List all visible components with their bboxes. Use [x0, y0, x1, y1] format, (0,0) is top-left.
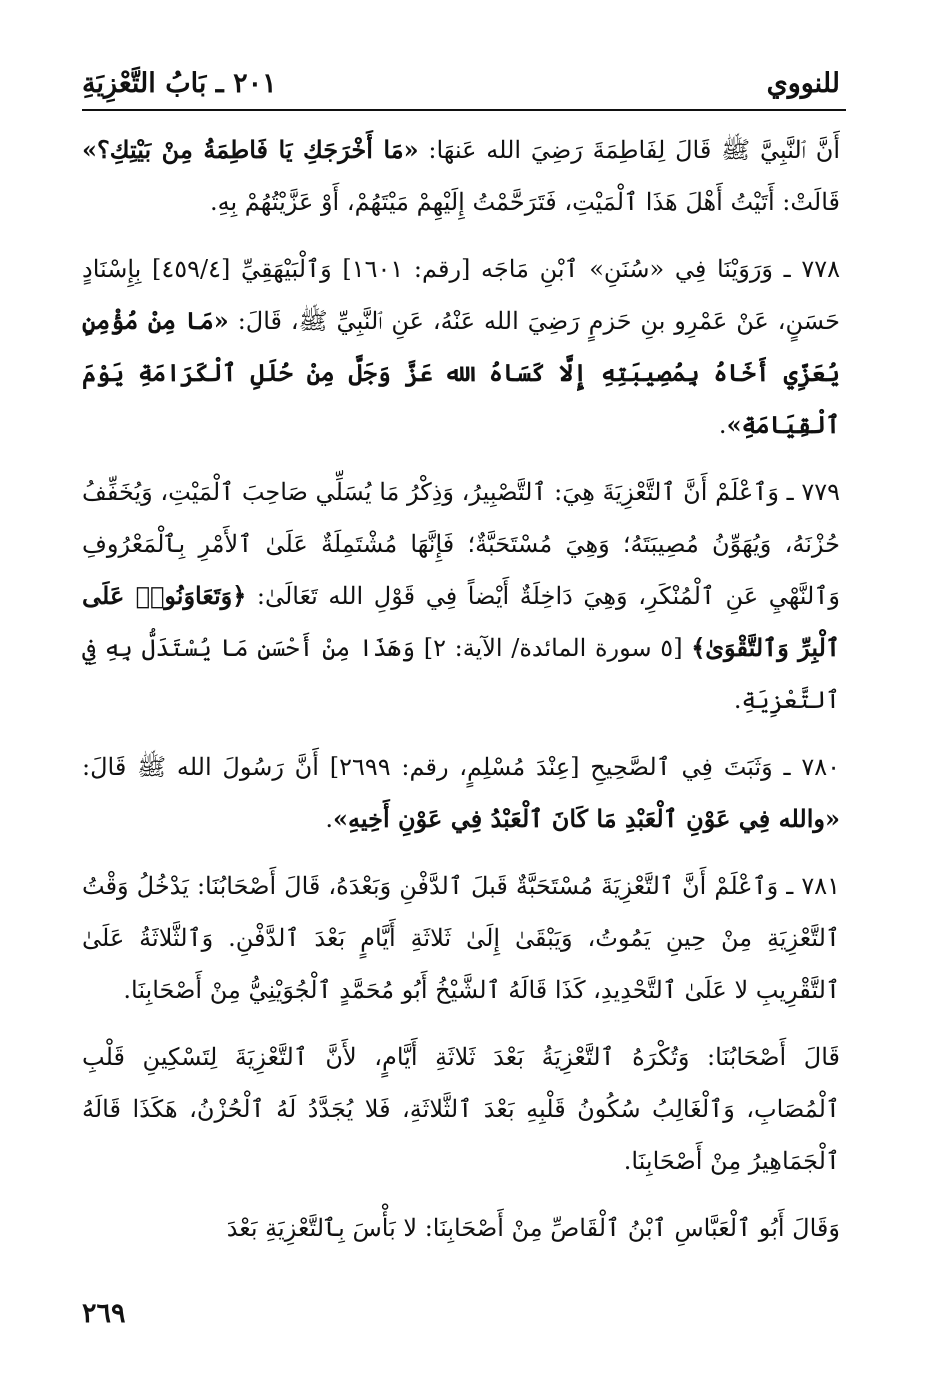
text-segment: [٥ سورة المائدة/ الآية: ٢] وَهَذَا مِنْ أَحْسَنِ مَا يُسْتَدَلُّ بِهِ فِي ٱلتَّعْزِيَةِ. — [82, 634, 840, 714]
text-segment: وَقَالَ أَبُو ٱلْعَبَّاسِ ٱبْنُ ٱلْقَاصِّ مِنْ أَصْحَابِنَا: لا بَأْسَ بِٱلتَّعْزِيَةِ بَعْدَ — [226, 1214, 840, 1242]
header-chapter-title: ٢٠١ ـ بَابُ التَّعْزِيَةِ — [82, 68, 277, 99]
header-divider — [82, 109, 846, 111]
text-segment: أَنَّ ٱلنَّبِيَّ ﷺ قَالَ لِفَاطِمَةَ رَضِيَ الله عَنهَا: — [418, 136, 840, 164]
running-header — [82, 62, 840, 108]
hadith-quote: «والله فِي عَوْنِ ٱلْعَبْدِ مَا كَانَ ٱلْعَبْدُ فِي عَوْنِ أَخِيهِ» — [333, 804, 840, 833]
paragraph-778 — [82, 243, 840, 451]
text-segment: قَالَتْ: أَتَيْتُ أَهْلَ هَذَا ٱلْمَيْتِ، فَتَرَحَّمْتُ إِلَيْهِمْ مَيْتَهُمْ، أَوْ عَزَّيْتُهُمْ بِهِ. — [210, 188, 840, 216]
paragraph-intro — [82, 124, 840, 228]
text-segment: ٧٨١ ـ وَٱعْلَمْ أَنَّ ٱلتَّعْزِيَةَ مُسْتَحَبَّةٌ قَبلَ ٱلدَّفْنِ وَبَعْدَهُ، قَالَ أَصْحَابُنَا: يَدْخُلُ وَقْتُ ٱلتَّعْزِيَةِ مِنْ حِينِ يَمُوتُ، وَيَبْقَىٰ إِلَىٰ ثَلاثَةِ أَيَّامٍ بَعْدَ ٱلدَّفْنِ. وَٱلثَّلاثَةُ عَلَىٰ ٱلتَّقْرِيبِ لا عَلَىٰ ٱلتَّحْدِيدِ، كَذَا قَالَهُ ٱلشَّيْخُ أَبُو مُحَمَّدٍ ٱلْجُوَيْنِيُّ مِنْ أَصْحَابِنَا. — [82, 872, 840, 1004]
text-segment: ٧٧٨ ـ وَرَوَيْنَا فِي «سُنَنِ» ٱبْنِ مَاجَه [رقم: ١٦٠١] وَٱلْبَيْهَقِيِّ [٤٥٩/٤] بِإِسْنَادٍ حَسَنٍ، عَنْ عَمْرِو بنِ حَزمٍ رَضِيَ الله عَنْهُ، عَنِ ٱلنَّبِيِّ ﷺ، قَالَ: — [82, 255, 840, 335]
quran-verse: ﴿وَتَعَاوَنُوا۟ عَلَى ٱلْبِرِّ وَٱلتَّقْوَىٰ﴾ — [82, 581, 840, 662]
text-segment: . — [325, 805, 334, 833]
paragraph-ibn-al-qass — [82, 1202, 840, 1254]
text-segment: قَالَ أَصْحَابُنَا: وَتُكْرَهُ ٱلتَّعْزِيَةُ بَعْدَ ثَلاثَةِ أَيَّامٍ، لأَنَّ ٱلتَّعْزِيَةَ لِتَسْكِينِ قَلْبِ ٱلْمُصَابِ، وَٱلْغَالِبُ سُكُونُ قَلْبِهِ بَعْدَ ٱلثَّلاثَةِ، فَلا يُجَدَّدُ لَهُ ٱلْحُزْنُ، هَكَذَا قَالَهُ ٱلْجَمَاهِيرُ مِنْ أَصْحَابِنَا. — [82, 1043, 840, 1175]
paragraph-780 — [82, 741, 840, 845]
text-segment: ٧٨٠ ـ وَثَبَتَ فِي ٱلصَّحِيحِ [عِنْدَ مُسْلِمٍ، رقم: ٢٦٩٩] أَنَّ رَسُولَ الله ﷺ قَالَ: — [82, 753, 840, 781]
text-segment: . — [718, 411, 727, 439]
paragraph-companions — [82, 1031, 840, 1187]
header-book-title: للنووي — [766, 68, 840, 99]
text-segment: ٧٧٩ ـ وَٱعْلَمْ أَنَّ ٱلتَّعْزِيَةَ هِيَ: ٱلتَّصْبِيرُ، وَذِكْرُ مَا يُسَلِّي صَاحِبَ ٱلْمَيْتِ، وَيُخَفِّفُ حُزْنَهُ، وَيُهَوِّنُ مُصِيبَتَهُ؛ وَهِيَ مُسْتَحَبَّةٌ؛ فَإِنَّهَا مُشْتَمِلَةٌ عَلَىٰ ٱلأَمْرِ بِٱلْمَعْرُوفِ وَٱلنَّهْيِ عَنِ ٱلْمُنْكَرِ، وَهِيَ دَاخِلَةٌ أَيْضاً فِي قَوْلِ الله تَعَالَىٰ: — [82, 478, 840, 610]
page-number: ٢٦٩ — [82, 1298, 126, 1329]
paragraph-779 — [82, 466, 840, 726]
paragraph-781 — [82, 860, 840, 1016]
hadith-quote: «مَا أَخْرَجَكِ يَا فَاطِمَةُ مِنْ بَيْتِكِ؟» — [82, 135, 419, 164]
hadith-quote: «مَا مِنْ مُؤْمِنٍ يُعَزِّي أَخَاهُ بِمُصِيبَتِهِ إِلَّا كَسَاهُ الله عَزَّ وَجَلَّ مِنْ حُلَلِ ٱلْكَرَامَةِ يَوْمَ ٱلْقِيَامَةِ» — [82, 306, 840, 439]
page-body — [82, 124, 840, 1294]
